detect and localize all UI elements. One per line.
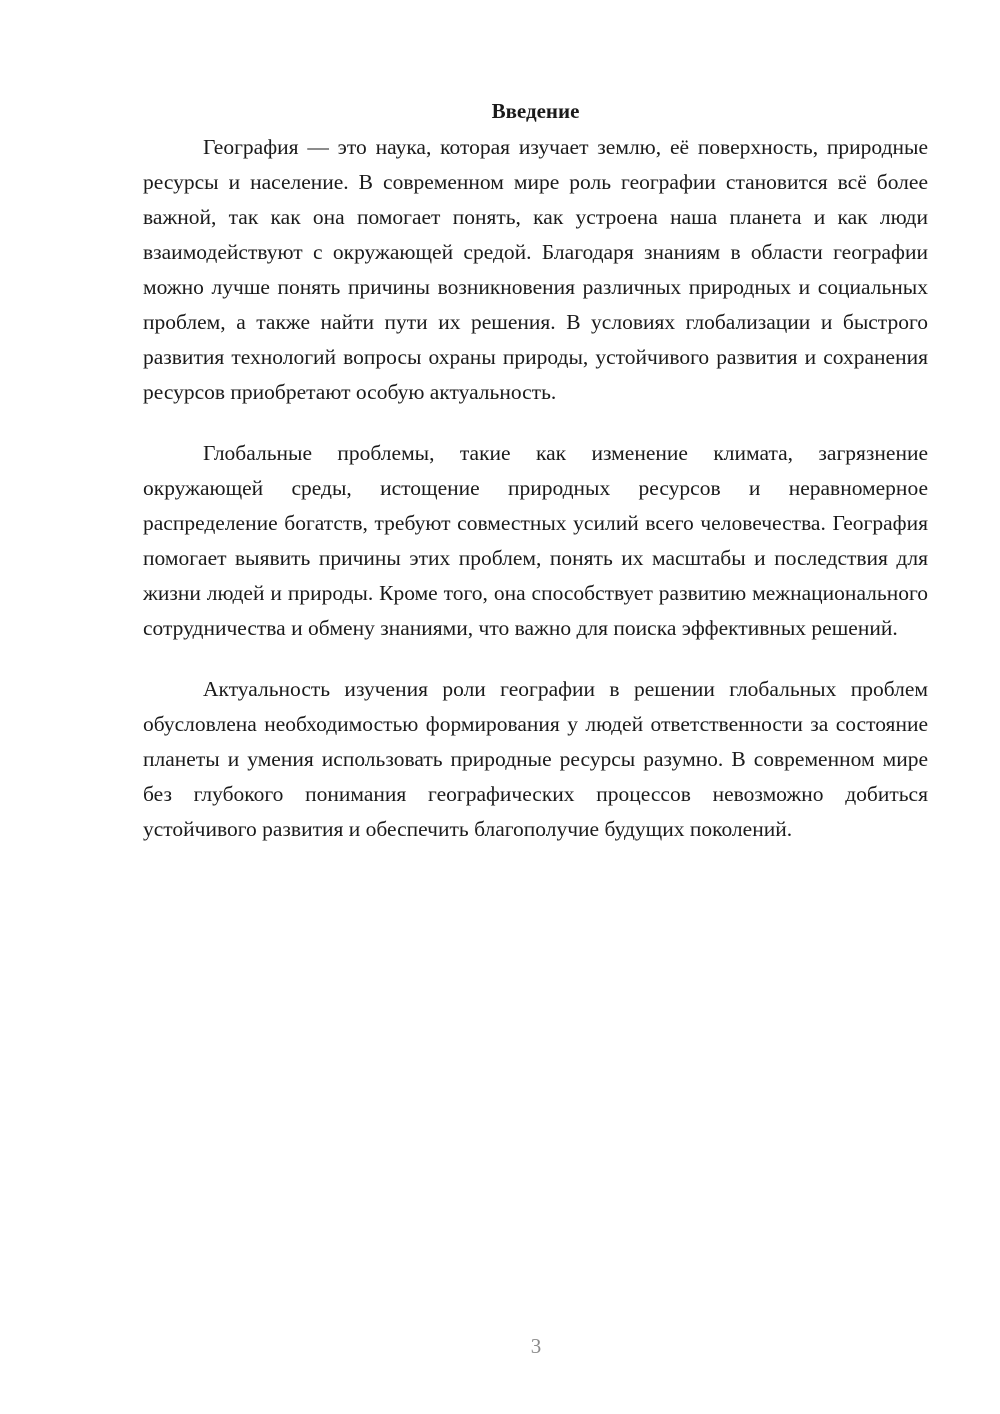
- paragraph-2: Глобальные проблемы, такие как изменение климата, загрязнение окружающей среды, истощение природных ресурсов и неравномерное распределение богатств, требуют совместных усилий всего человечества. География помогает выявить причины этих проблем, понять их масштабы и последствия для жизни людей и природы. Кроме того, она способствует развитию межнационального сотрудничества и обмену знаниями, что важно для поиска эффективных решений.: [143, 441, 928, 640]
- page-number: 3: [530, 1334, 542, 1358]
- paragraph-3: Актуальность изучения роли географии в решении глобальных проблем обусловлена необходимостью формирования у людей ответственности за состояние планеты и умения использовать природные ресурсы разумно. В современном мире без глубокого понимания географических процессов невозможно добиться устойчивого развития и обеспечить благополучие будущих поколений.: [143, 677, 928, 841]
- page-content: [143, 96, 928, 873]
- section-title: Введение: [491, 99, 580, 123]
- paragraph-1: География — это наука, которая изучает землю, её поверхность, природные ресурсы и население. В современном мире роль географии становится всё более важной, так как она помогает понять, как устроена наша планета и как люди взаимодействуют с окружающей средой. Благодаря знаниям в области географии можно лучше понять причины возникновения различных природных и социальных проблем, а также найти пути их решения. В условиях глобализации и быстрого развития технологий вопросы охраны природы, устойчивого развития и сохранения ресурсов приобретают особую актуальность.: [143, 135, 928, 404]
